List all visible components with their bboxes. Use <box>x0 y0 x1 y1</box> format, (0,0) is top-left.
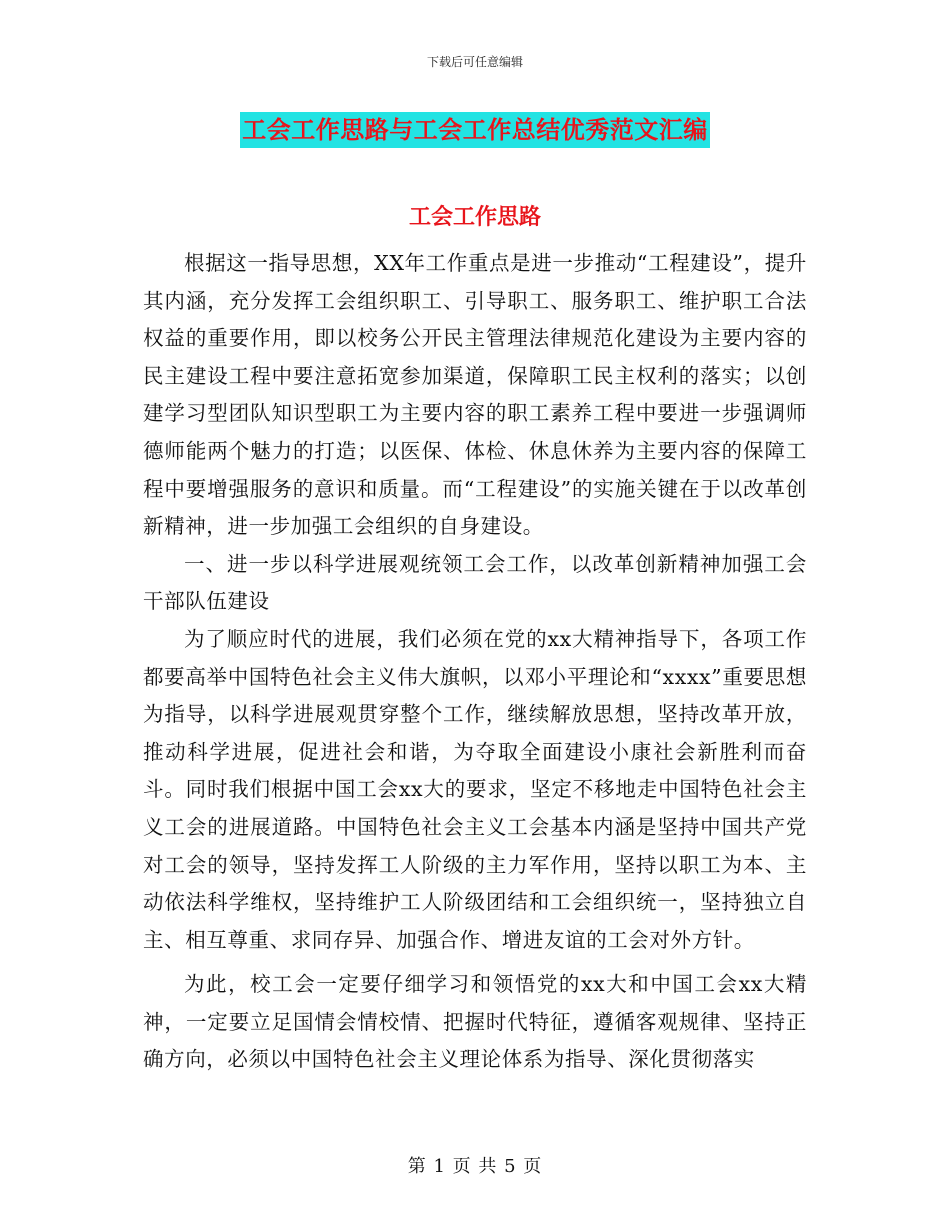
document-body <box>143 245 807 1079</box>
header-note: 下载后可任意编辑 <box>426 55 523 69</box>
section-title: 工会工作思路 <box>408 204 541 230</box>
main-title-wrap <box>0 112 950 148</box>
paragraph-4: 为此，校工会一定要仔细学习和领悟党的xx大和中国工会xx大精神，一定要立足国情会情校情、把握时代特征，遵循客观规律、坚持正确方向，必须以中国特色社会主义理论体系为指导、深化贯彻落实 <box>143 972 807 1072</box>
paragraph-2: 一、进一步以科学进展观统领工会工作，以改革创新精神加强工会干部队伍建设 <box>143 551 807 614</box>
paragraph-1: 根据这一指导思想，XX年工作重点是进一步推动“工程建设”，提升其内涵，充分发挥工会组织职工、引导职工、服务职工、维护职工合法权益的重要作用，即以校务公开民主管理法律规范化建设为主要内容的民主建设工程中要注意拓宽参加渠道，保障职工民主权利的落实；以创建学习型团队知识型职工为主要内容的职工素养工程中要进一步强调师德师能两个魅力的打造；以医保、体检、休息休养为主要内容的保障工程中要增强服务的意识和质量。而“工程建设”的实施关键在于以改革创新精神，进一步加强工会组织的自身建设。 <box>143 251 807 539</box>
main-title: 工会工作思路与工会工作总结优秀范文汇编 <box>240 112 710 148</box>
paragraph-3: 为了顺应时代的进展，我们必须在党的xx大精神指导下，各项工作都要高举中国特色社会主义伟大旗帜，以邓小平理论和“xxxx”重要思想为指导，以科学进展观贯穿整个工作，继续解放思想，坚持改革开放，推动科学进展，促进社会和谐，为夺取全面建设小康社会新胜利而奋斗。同时我们根据中国工会xx大的要求，坚定不移地走中国特色社会主义工会的进展道路。中国特色社会主义工会基本内涵是坚持中国共产党对工会的领导，坚持发挥工人阶级的主力军作用，坚持以职工为本、主动依法科学维权，坚持维护工人阶级团结和工会组织统一，坚持独立自主、相互尊重、求同存异、加强合作、增进友谊的工会对外方针。 <box>143 626 807 952</box>
page-number-footer: 第 1 页 共 5 页 <box>407 1156 543 1177</box>
